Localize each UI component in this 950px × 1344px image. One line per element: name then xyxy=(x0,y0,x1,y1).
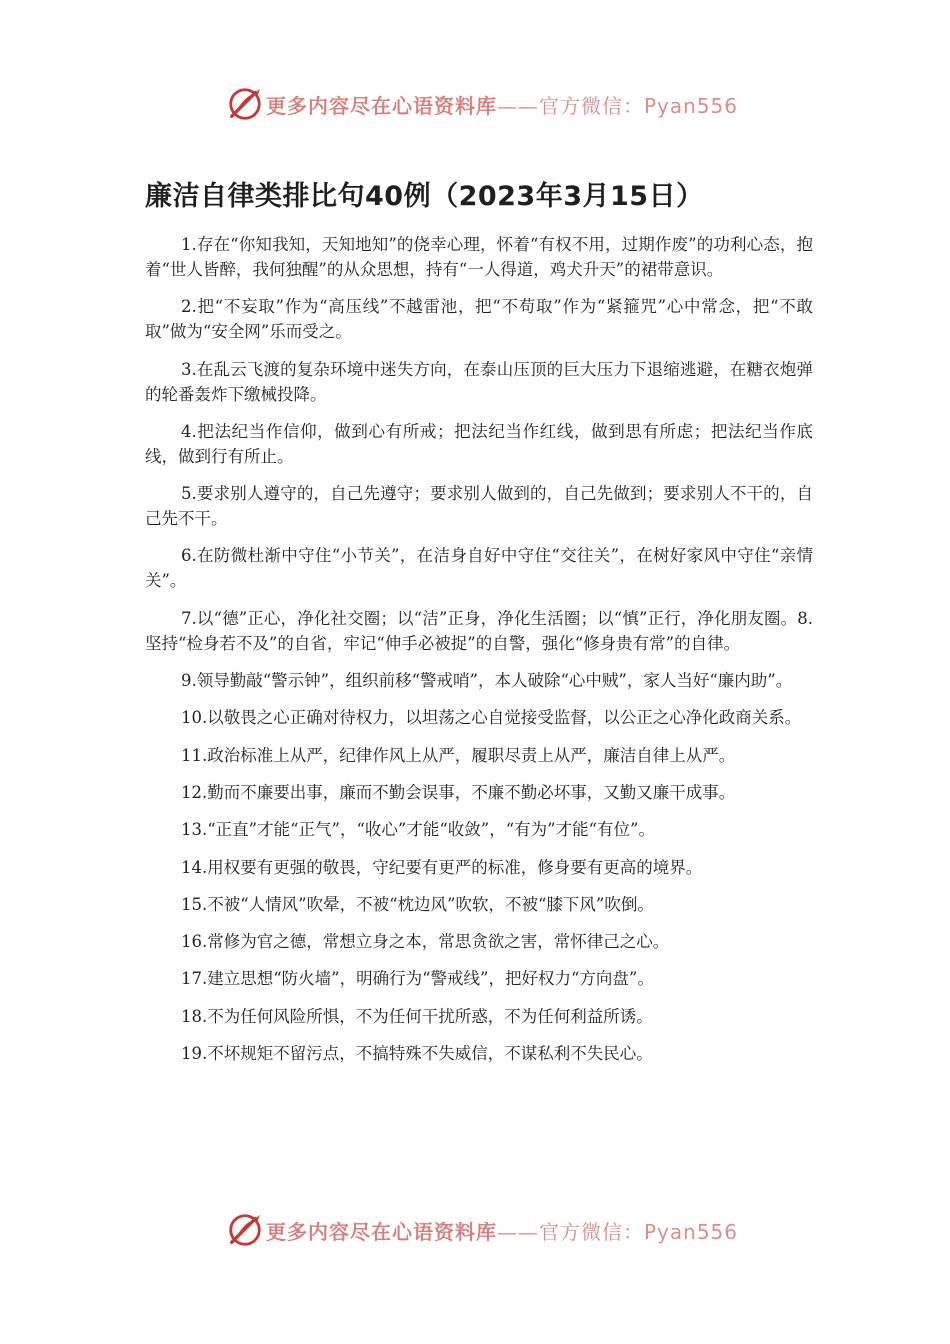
banner-label: 官方微信： xyxy=(539,93,644,118)
paragraph: 16.常修为官之德，常想立身之本，常思贪欲之害，常怀律己之心。 xyxy=(181,932,670,952)
paragraph: 10.以敬畏之心正确对待权力，以坦荡之心自觉接受监督，以公正之心净化政商关系。 xyxy=(181,708,802,728)
banner-dash: —— xyxy=(497,1219,539,1244)
paragraph: 4.把法纪当作信仰，做到心有所戒；把法纪当作红线，做到思有所虑；把法纪当作底线，做到行有所止。 xyxy=(145,421,813,466)
paragraph: 13.“正直”才能“正气”，“收心”才能“收敛”，“有为”才能“有位”。 xyxy=(181,820,655,840)
banner-handle: Pyan556 xyxy=(644,93,739,118)
banner-handle: Pyan556 xyxy=(644,1219,739,1244)
paragraph: 1.存在“你知我知，天知地知”的侥幸心理，怀着“有权不用，过期作废”的功利心态，抱着“世人皆醉，我何独醒”的从众思想，持有“一人得道，鸡犬升天”的裙带意识。 xyxy=(145,235,813,279)
banner-brand: 更多内容尽在心语资料库 xyxy=(266,93,497,118)
banner-dash: —— xyxy=(497,93,539,118)
paragraph: 12.勤而不廉要出事，廉而不勤会误事，不廉不勤必坏事，又勤又廉干成事。 xyxy=(181,782,736,802)
footer-banner xyxy=(226,1208,746,1252)
document-title: 廉洁自律类排比句40例（2023年3月15日） xyxy=(145,181,704,212)
paragraph: 18.不为任何风险所惧，不为任何干扰所惑，不为任何利益所诱。 xyxy=(181,1006,653,1026)
banner-text xyxy=(266,90,738,119)
paragraph: 19.不坏规矩不留污点，不搞特殊不失威信，不谋私利不失民心。 xyxy=(181,1044,653,1064)
banner-brand: 更多内容尽在心语资料库 xyxy=(266,1219,497,1244)
paragraph: 14.用权要有更强的敬畏，守纪要有更严的标准，修身要有更高的境界。 xyxy=(181,857,703,877)
paragraph: 6.在防微杜渐中守住“小节关”，在洁身自好中守住“交往关”，在树好家风中守住“亲情关”。 xyxy=(145,546,813,591)
paragraph: 2.把“不妄取”作为“高压线”不越雷池，把“不苟取”作为“紧箍咒”心中常念，把“不敢取”做为“安全网”乐而受之。 xyxy=(145,297,813,342)
header-banner xyxy=(226,82,746,126)
paragraph: 15.不被“人情风”吹晕，不被“枕边风”吹软，不被“膝下风”吹倒。 xyxy=(181,894,654,914)
paragraph: 11.政治标准上从严，纪律作风上从严，履职尽责上从严，廉洁自律上从严。 xyxy=(181,745,736,765)
paragraph: 17.建立思想“防火墙”，明确行为“警戒线”，把好权力“方向盘”。 xyxy=(181,969,654,989)
paragraph: 3.在乱云飞渡的复杂环境中迷失方向，在泰山压顶的巨大压力下退缩逃避，在糖衣炮弹的轮番轰炸下缴械投降。 xyxy=(145,359,813,404)
brand-logo-icon xyxy=(226,1211,264,1249)
paragraph: 5.要求别人遵守的，自己先遵守；要求别人做到的，自己先做到；要求别人不干的，自己先不干。 xyxy=(145,484,813,529)
banner-text xyxy=(266,1216,738,1245)
paragraph: 7.以“德”正心，净化社交圈；以“洁”正身，净化生活圈；以“慎”正行，净化朋友圈。8.坚持“检身若不及”的自省，牢记“伸手必被捉”的自警，强化“修身贵有常”的自律。 xyxy=(145,608,813,653)
brand-logo-icon xyxy=(226,85,264,123)
paragraph: 9.领导勤敲“警示钟”，组织前移“警戒哨”，本人破除“心中贼”，家人当好“廉内助”。 xyxy=(181,671,793,691)
document-body xyxy=(145,232,813,1078)
banner-label: 官方微信： xyxy=(539,1219,644,1244)
